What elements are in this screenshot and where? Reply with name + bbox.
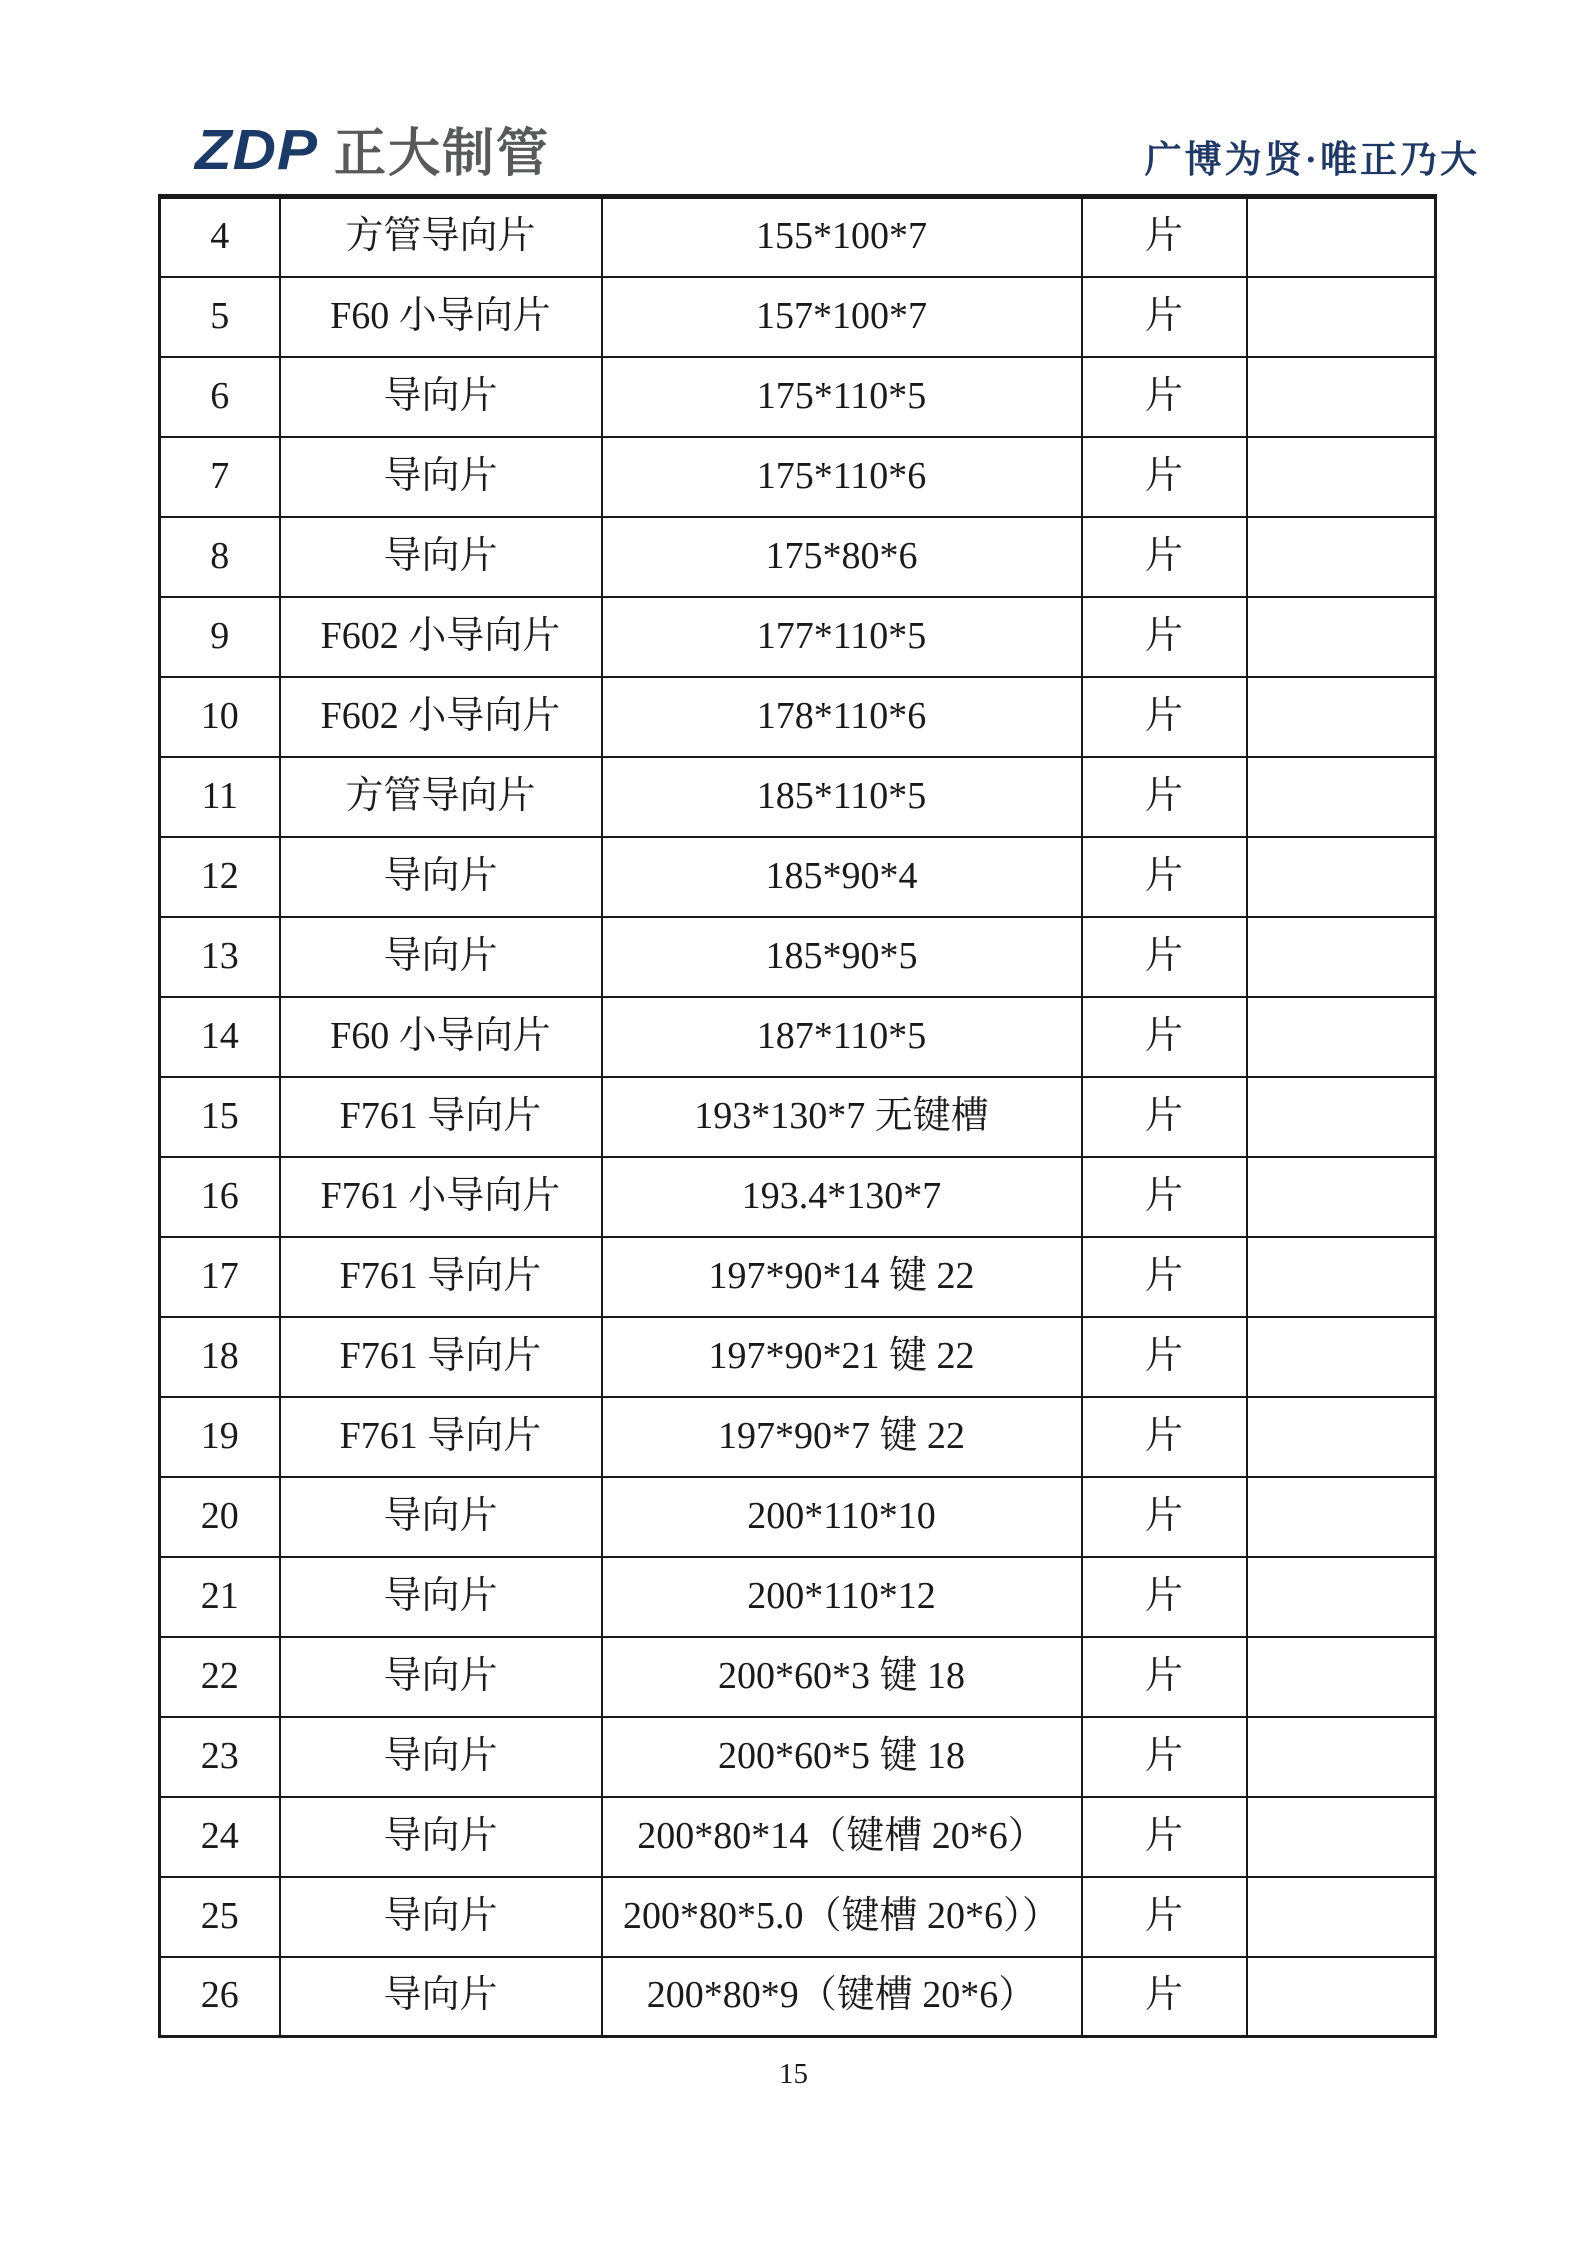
cell-part-spec: 187*110*5 bbox=[602, 997, 1082, 1077]
table-row bbox=[160, 1797, 1436, 1877]
cell-unit: 片 bbox=[1082, 597, 1247, 677]
cell-part-name: F761 导向片 bbox=[280, 1237, 602, 1317]
table-row bbox=[160, 597, 1436, 677]
cell-part-name: F60 小导向片 bbox=[280, 997, 602, 1077]
table-row bbox=[160, 1077, 1436, 1157]
cell-note bbox=[1247, 1557, 1436, 1637]
cell-part-spec: 177*110*5 bbox=[602, 597, 1082, 677]
cell-part-name: 导向片 bbox=[280, 437, 602, 517]
cell-part-spec: 175*110*5 bbox=[602, 357, 1082, 437]
cell-part-name: F761 导向片 bbox=[280, 1397, 602, 1477]
cell-note bbox=[1247, 917, 1436, 997]
table-row bbox=[160, 1477, 1436, 1557]
cell-part-spec: 197*90*7 键 22 bbox=[602, 1397, 1082, 1477]
cell-unit: 片 bbox=[1082, 837, 1247, 917]
cell-row-number: 8 bbox=[160, 517, 280, 597]
table-row bbox=[160, 277, 1436, 357]
table-row bbox=[160, 1717, 1436, 1797]
table-row bbox=[160, 1877, 1436, 1957]
cell-note bbox=[1247, 1317, 1436, 1397]
table-row bbox=[160, 917, 1436, 997]
cell-part-spec: 185*110*5 bbox=[602, 757, 1082, 837]
table-row bbox=[160, 1237, 1436, 1317]
cell-note bbox=[1247, 757, 1436, 837]
cell-note bbox=[1247, 1077, 1436, 1157]
cell-unit: 片 bbox=[1082, 1477, 1247, 1557]
table-row bbox=[160, 1637, 1436, 1717]
cell-part-spec: 155*100*7 bbox=[602, 197, 1082, 277]
cell-note bbox=[1247, 1717, 1436, 1797]
cell-unit: 片 bbox=[1082, 1077, 1247, 1157]
cell-part-spec: 197*90*14 键 22 bbox=[602, 1237, 1082, 1317]
cell-row-number: 14 bbox=[160, 997, 280, 1077]
parts-table bbox=[158, 194, 1437, 2038]
table-row bbox=[160, 1157, 1436, 1237]
cell-part-spec: 185*90*5 bbox=[602, 917, 1082, 997]
cell-part-spec: 200*80*5.0（键槽 20*6）） bbox=[602, 1877, 1082, 1957]
cell-part-name: 导向片 bbox=[280, 837, 602, 917]
cell-row-number: 10 bbox=[160, 677, 280, 757]
cell-unit: 片 bbox=[1082, 1957, 1247, 2037]
cell-part-name: 导向片 bbox=[280, 1957, 602, 2037]
cell-unit: 片 bbox=[1082, 757, 1247, 837]
table-row bbox=[160, 997, 1436, 1077]
cell-row-number: 13 bbox=[160, 917, 280, 997]
cell-row-number: 9 bbox=[160, 597, 280, 677]
cell-part-spec: 178*110*6 bbox=[602, 677, 1082, 757]
cell-part-name: 导向片 bbox=[280, 1637, 602, 1717]
cell-part-name: F602 小导向片 bbox=[280, 677, 602, 757]
cell-part-name: F602 小导向片 bbox=[280, 597, 602, 677]
cell-unit: 片 bbox=[1082, 1797, 1247, 1877]
cell-row-number: 26 bbox=[160, 1957, 280, 2037]
cell-note bbox=[1247, 1637, 1436, 1717]
cell-part-name: 方管导向片 bbox=[280, 757, 602, 837]
cell-part-spec: 193.4*130*7 bbox=[602, 1157, 1082, 1237]
cell-note bbox=[1247, 1957, 1436, 2037]
cell-unit: 片 bbox=[1082, 1717, 1247, 1797]
cell-part-spec: 200*80*14（键槽 20*6） bbox=[602, 1797, 1082, 1877]
cell-part-spec: 175*110*6 bbox=[602, 437, 1082, 517]
table-row bbox=[160, 197, 1436, 277]
cell-part-spec: 197*90*21 键 22 bbox=[602, 1317, 1082, 1397]
cell-unit: 片 bbox=[1082, 517, 1247, 597]
cell-part-name: F761 导向片 bbox=[280, 1317, 602, 1397]
cell-row-number: 11 bbox=[160, 757, 280, 837]
table-row bbox=[160, 437, 1436, 517]
cell-row-number: 20 bbox=[160, 1477, 280, 1557]
cell-row-number: 12 bbox=[160, 837, 280, 917]
cell-row-number: 18 bbox=[160, 1317, 280, 1397]
cell-row-number: 7 bbox=[160, 437, 280, 517]
cell-row-number: 25 bbox=[160, 1877, 280, 1957]
cell-unit: 片 bbox=[1082, 1237, 1247, 1317]
table-row bbox=[160, 517, 1436, 597]
cell-unit: 片 bbox=[1082, 1157, 1247, 1237]
cell-row-number: 23 bbox=[160, 1717, 280, 1797]
cell-unit: 片 bbox=[1082, 917, 1247, 997]
cell-part-spec: 200*110*10 bbox=[602, 1477, 1082, 1557]
cell-row-number: 6 bbox=[160, 357, 280, 437]
cell-note bbox=[1247, 197, 1436, 277]
cell-note bbox=[1247, 437, 1436, 517]
cell-row-number: 17 bbox=[160, 1237, 280, 1317]
cell-unit: 片 bbox=[1082, 277, 1247, 357]
cell-row-number: 19 bbox=[160, 1397, 280, 1477]
cell-note bbox=[1247, 1797, 1436, 1877]
table-row bbox=[160, 1317, 1436, 1397]
cell-unit: 片 bbox=[1082, 1557, 1247, 1637]
cell-unit: 片 bbox=[1082, 1317, 1247, 1397]
cell-part-spec: 157*100*7 bbox=[602, 277, 1082, 357]
cell-row-number: 16 bbox=[160, 1157, 280, 1237]
cell-part-spec: 175*80*6 bbox=[602, 517, 1082, 597]
cell-row-number: 24 bbox=[160, 1797, 280, 1877]
page-header bbox=[0, 0, 1587, 194]
cell-note bbox=[1247, 1397, 1436, 1477]
cell-note bbox=[1247, 1477, 1436, 1557]
company-slogan: 广博为贤·唯正乃大 bbox=[1144, 140, 1480, 181]
table-row bbox=[160, 837, 1436, 917]
cell-part-spec: 200*60*5 键 18 bbox=[602, 1717, 1082, 1797]
cell-row-number: 21 bbox=[160, 1557, 280, 1637]
cell-unit: 片 bbox=[1082, 1397, 1247, 1477]
company-logo bbox=[195, 117, 551, 183]
cell-part-spec: 193*130*7 无键槽 bbox=[602, 1077, 1082, 1157]
logo-zdp-mark: ZDP bbox=[195, 117, 318, 182]
page-number: 15 bbox=[779, 2058, 808, 2090]
cell-note bbox=[1247, 597, 1436, 677]
cell-part-spec: 185*90*4 bbox=[602, 837, 1082, 917]
cell-part-name: F761 小导向片 bbox=[280, 1157, 602, 1237]
cell-note bbox=[1247, 1877, 1436, 1957]
table-row bbox=[160, 677, 1436, 757]
logo-company-name: 正大制管 bbox=[334, 125, 551, 183]
cell-note bbox=[1247, 517, 1436, 597]
cell-note bbox=[1247, 1237, 1436, 1317]
cell-part-name: 导向片 bbox=[280, 917, 602, 997]
cell-row-number: 22 bbox=[160, 1637, 280, 1717]
cell-part-spec: 200*80*9（键槽 20*6） bbox=[602, 1957, 1082, 2037]
cell-row-number: 5 bbox=[160, 277, 280, 357]
cell-unit: 片 bbox=[1082, 437, 1247, 517]
cell-note bbox=[1247, 837, 1436, 917]
table-row bbox=[160, 357, 1436, 437]
cell-part-name: 导向片 bbox=[280, 1557, 602, 1637]
cell-unit: 片 bbox=[1082, 357, 1247, 437]
cell-part-name: 导向片 bbox=[280, 1797, 602, 1877]
cell-part-name: F761 导向片 bbox=[280, 1077, 602, 1157]
cell-unit: 片 bbox=[1082, 997, 1247, 1077]
cell-part-name: 导向片 bbox=[280, 357, 602, 437]
cell-note bbox=[1247, 357, 1436, 437]
table-row bbox=[160, 1397, 1436, 1477]
cell-row-number: 15 bbox=[160, 1077, 280, 1157]
cell-unit: 片 bbox=[1082, 1877, 1247, 1957]
cell-row-number: 4 bbox=[160, 197, 280, 277]
cell-note bbox=[1247, 997, 1436, 1077]
table-row bbox=[160, 757, 1436, 837]
cell-part-name: 导向片 bbox=[280, 1477, 602, 1557]
cell-part-spec: 200*60*3 键 18 bbox=[602, 1637, 1082, 1717]
cell-unit: 片 bbox=[1082, 677, 1247, 757]
cell-part-name: 导向片 bbox=[280, 1717, 602, 1797]
table-row bbox=[160, 1957, 1436, 2037]
cell-part-name: 导向片 bbox=[280, 517, 602, 597]
cell-unit: 片 bbox=[1082, 197, 1247, 277]
parts-table-body bbox=[160, 197, 1436, 2037]
cell-part-name: F60 小导向片 bbox=[280, 277, 602, 357]
table-row bbox=[160, 1557, 1436, 1637]
cell-note bbox=[1247, 277, 1436, 357]
cell-note bbox=[1247, 677, 1436, 757]
cell-part-name: 方管导向片 bbox=[280, 197, 602, 277]
cell-note bbox=[1247, 1157, 1436, 1237]
cell-part-spec: 200*110*12 bbox=[602, 1557, 1082, 1637]
cell-unit: 片 bbox=[1082, 1637, 1247, 1717]
cell-part-name: 导向片 bbox=[280, 1877, 602, 1957]
